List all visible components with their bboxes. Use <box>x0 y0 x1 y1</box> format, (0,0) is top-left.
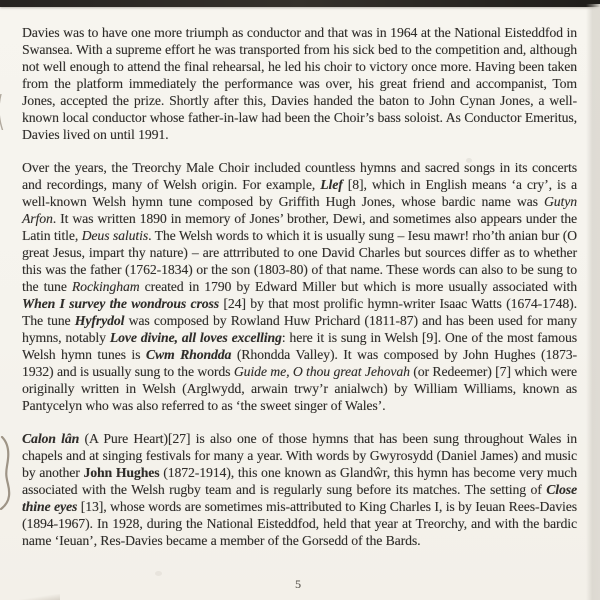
text-run: Davies was to have one more triumph as conductor and that was in 1964 at the National Eisteddfod in Swansea. With a supreme effort he was transported from his sick bed to the competition and, although not well enough to attend the final rehearsal, he led his choir to victory once more. Having been taken from the platform immediately the performance was over, his great friend and accompanist, Tom Jones, accepted the prize. Shortly after this, Davies handed the baton to John Cynan Jones, a well-known local conductor whose father-in-law had been the Choir’s bass soloist. As Conductor Emeritus, Davies lived on until 1991. <box>22 25 577 142</box>
text-run: Cwm Rhondda <box>145 347 232 362</box>
text-run: Gutyn Arfon <box>22 194 577 226</box>
text-run: Rockingham <box>71 279 140 294</box>
text-run: . It was written 1890 in memory of Jones’ brother, Dewi, and sometimes also appears under the Latin title, <box>22 211 577 243</box>
scan-speck <box>155 571 162 576</box>
paragraph-1 <box>22 24 577 143</box>
text-run: [24] by that most prolific hymn-writer Isaac Watts (1674-1748). The tune <box>22 296 578 328</box>
text-block <box>22 24 577 565</box>
text-run: (1872-1914), this one known as Glandŵr, this hymn has become very much associated with the Welsh rugby team and is regularly sung before its matches. The setting of <box>22 465 577 497</box>
text-run: Deus salutis <box>81 228 149 243</box>
text-run: was composed by Rowland Huw Prichard (1811-87) and has been used for many hymns, notably <box>22 313 577 345</box>
text-run: John Hughes <box>83 465 160 480</box>
text-run: Llef <box>320 177 343 192</box>
scan-edge-bottom-left <box>0 594 60 600</box>
text-run: Hyfrydol <box>74 313 125 328</box>
paragraph-2 <box>22 159 577 414</box>
scan-edge-top <box>0 0 600 7</box>
scan-edge-right <box>586 4 600 600</box>
paragraph-3 <box>22 430 577 549</box>
text-run: Love divine, all loves excelling <box>109 330 282 345</box>
text-run: When I survey the wondrous cross <box>22 296 220 311</box>
text-run: [8], which in English means ‘a cry’, is a well-known Welsh hymn tune composed by Griffith Hugh Jones, whose bardic name was <box>22 177 577 209</box>
text-run: Guide me, O thou great Jehovah <box>233 364 410 379</box>
text-run: (Rhondda Valley). It was composed by John Hughes (1873-1932) and is usually sung to the words <box>22 347 577 379</box>
page-number: 5 <box>295 577 301 591</box>
text-run: Calon lân <box>22 431 80 446</box>
text-run: [13], whose words are sometimes mis-attributed to King Charles I, is by Ieuan Rees-Davies (1894-1967). In 1928, during the National Eisteddfod, held that year at Treorchy, and with the bardic name ‘Ieuan’, Res-Davies became a member of the Gorsedd of the Bards. <box>22 499 577 548</box>
text-run: (A Pure Heart)[27] is also one of those hymns that has been sung throughout Wales in chapels and at singing festivals for many a year. With words by Gwyrosydd (Daniel James) and music by another <box>22 431 577 480</box>
text-run: Over the years, the Treorchy Male Choir included countless hymns and sacred songs in its concerts and recordings, many of Welsh origin. For example, <box>22 160 577 192</box>
text-run: (or Redeemer) [7] which were originally written in Welsh (Arglwydd, arwain trwy’r anialwch) by William Williams, known as Pantycelyn who was also referred to as ‘the sweet singer of Wales’. <box>22 364 577 413</box>
text-run: : here it is sung in Welsh [9]. One of the most famous Welsh hymn tunes is <box>22 330 577 362</box>
text-run: created in 1790 by Edward Miller but which is more usually associated with <box>139 279 577 294</box>
text-run: . The Welsh words to which it is usually sung – Iesu mawr! rho’th anian bur (O great Jesus, impart thy nature) – are attrributed to one David Charles but sources differ as to whether this was the father (1762-1834) or the son (1803-80) of that name. These words can also to be sung to the tune <box>22 228 577 294</box>
text-run: Close thine eyes <box>22 482 577 514</box>
